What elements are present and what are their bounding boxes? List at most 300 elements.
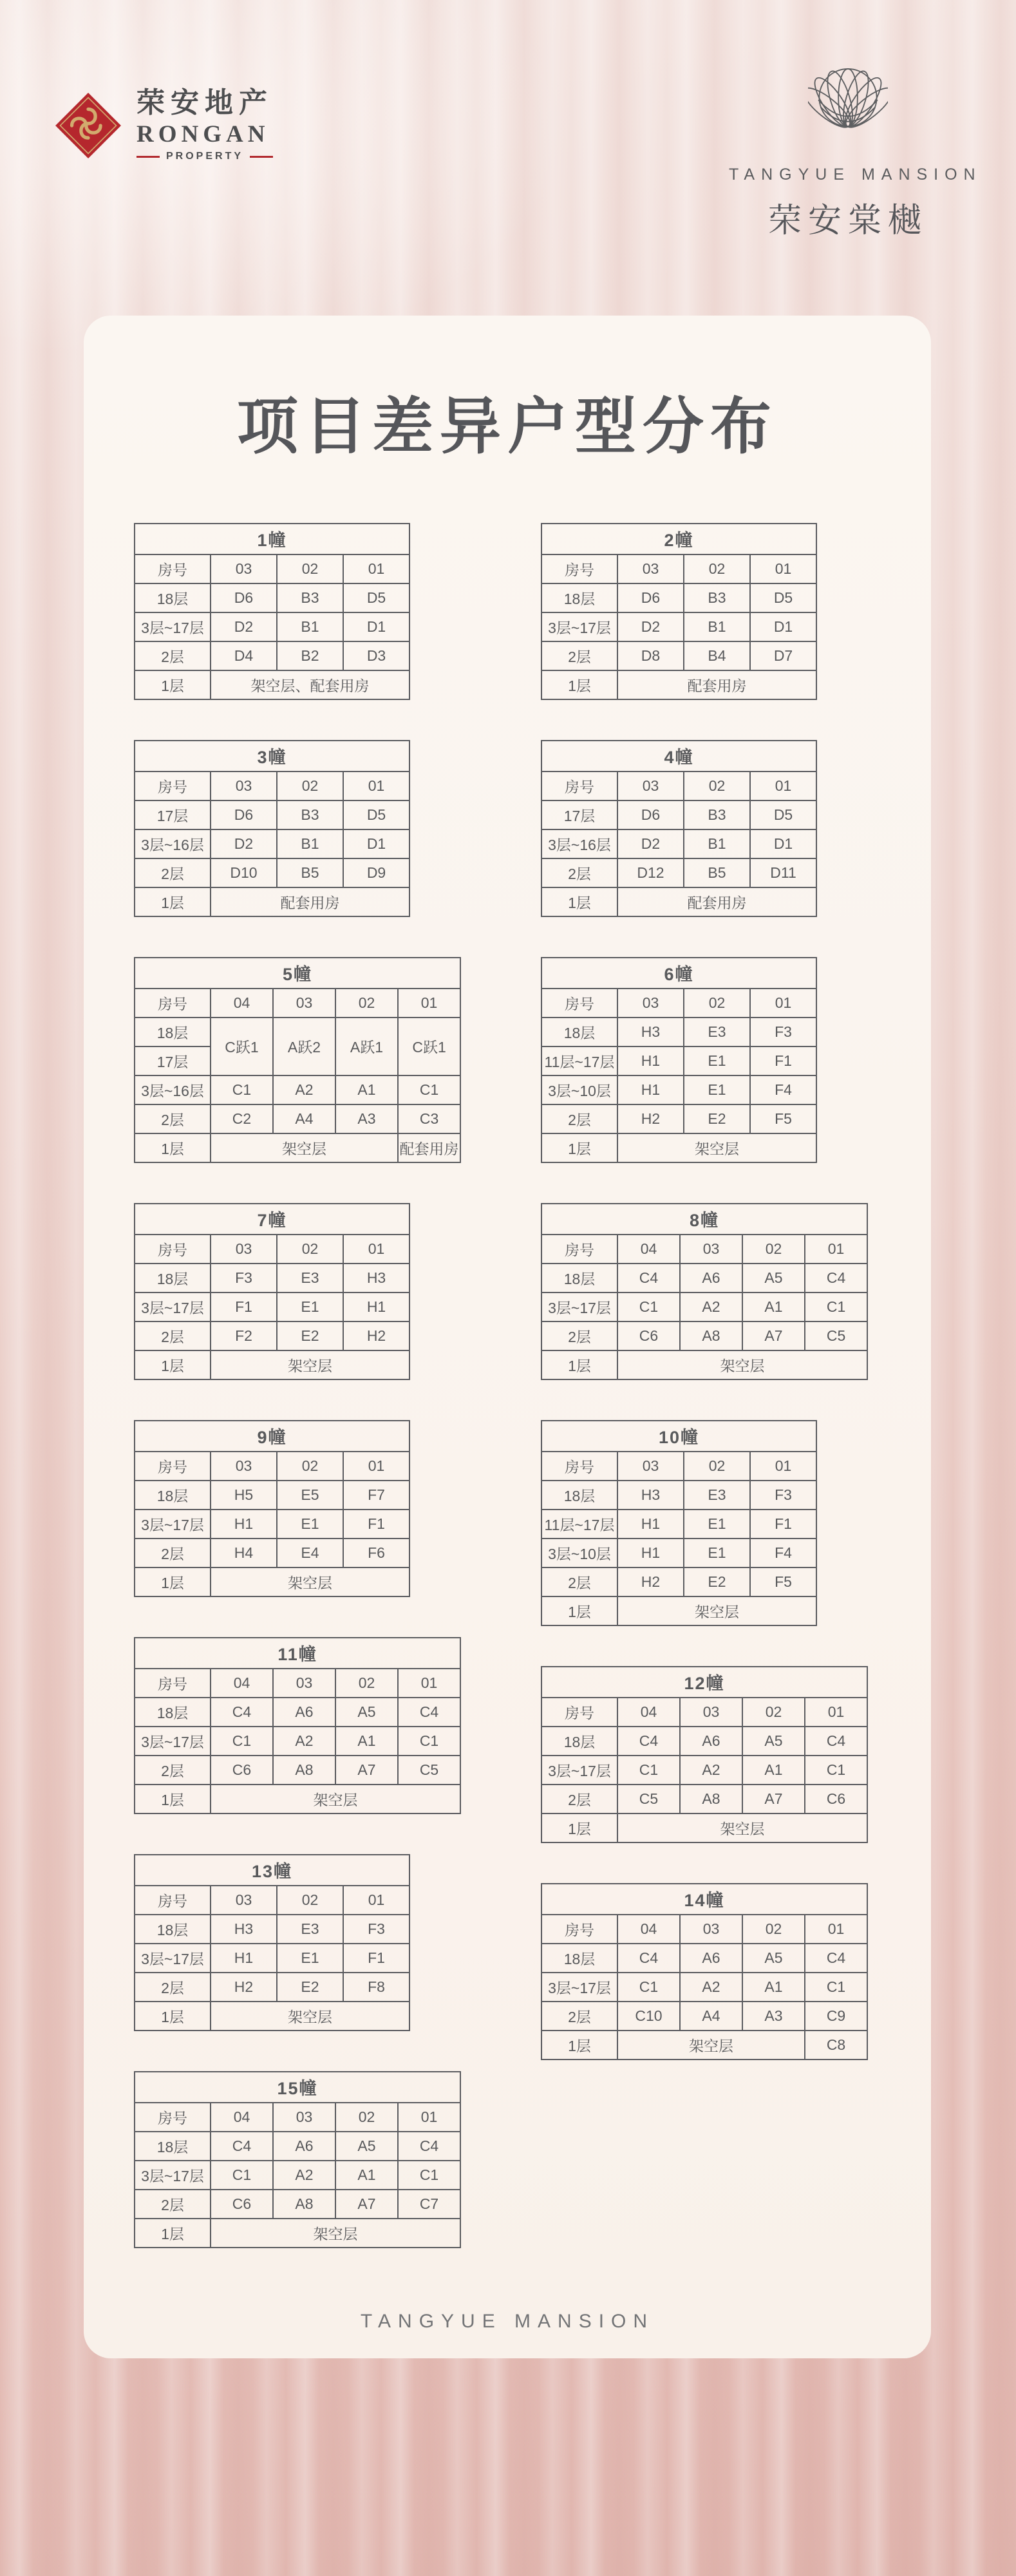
unit-cell: 配套用房: [617, 887, 816, 916]
room-number-header: 01: [805, 1235, 867, 1264]
floor-row: [135, 1944, 409, 1973]
unit-cell: C4: [398, 1698, 460, 1727]
floor-label: 18层: [135, 2132, 211, 2161]
unit-cell: D5: [343, 583, 409, 612]
floor-label: 1层: [135, 887, 211, 916]
unit-cell: C2: [211, 1104, 273, 1133]
unit-cell: A1: [742, 1756, 805, 1785]
room-header-row: [135, 1452, 409, 1481]
unit-cell: C1: [211, 1075, 273, 1104]
unit-cell: F1: [750, 1046, 816, 1075]
unit-cell: A4: [680, 2002, 742, 2031]
unit-cell: D5: [750, 583, 816, 612]
room-number-header: 02: [335, 1669, 398, 1698]
floor-row: [135, 829, 409, 858]
building-table-8幢: [541, 1203, 868, 1380]
floor-label: 18层: [541, 583, 617, 612]
unit-cell: C5: [617, 1785, 680, 1814]
floor-label: 18层: [541, 1264, 617, 1293]
unit-cell: 架空层: [617, 1350, 867, 1379]
building-title: 8幢: [541, 1204, 867, 1235]
tables-wrap: [134, 523, 881, 2248]
building-title: 14幢: [541, 1884, 867, 1915]
rongan-logo: [54, 89, 273, 162]
unit-cell: A2: [273, 2161, 335, 2190]
floor-label: 1层: [135, 1133, 211, 1162]
floor-label: 18层: [135, 1018, 211, 1046]
unit-cell: C1: [211, 2161, 273, 2190]
building-title: 11幢: [135, 1638, 460, 1669]
floor-row: [541, 670, 816, 699]
unit-cell: D1: [343, 829, 409, 858]
unit-cell: D7: [750, 641, 816, 670]
unit-cell: A1: [742, 1293, 805, 1321]
building-table-12幢: [541, 1666, 868, 1843]
unit-cell: E1: [277, 1293, 343, 1321]
unit-cell: B5: [684, 858, 750, 887]
floor-label: 18层: [541, 1481, 617, 1510]
unit-cell: E1: [684, 1046, 750, 1075]
floor-label: 2层: [541, 641, 617, 670]
floor-label: 11层~17层: [541, 1510, 617, 1539]
unit-cell: A7: [742, 1785, 805, 1814]
room-number-header: 02: [335, 2103, 398, 2132]
floor-row: [541, 641, 816, 670]
room-number-header: 03: [273, 1669, 335, 1698]
unit-cell: C1: [617, 1756, 680, 1785]
building-table-15幢: [134, 2071, 461, 2248]
floor-row: [541, 1104, 816, 1133]
unit-cell: B4: [684, 641, 750, 670]
room-header-row: [541, 1698, 867, 1727]
floor-row: [541, 1756, 867, 1785]
floor-row: [541, 1567, 816, 1596]
unit-cell: A5: [742, 1264, 805, 1293]
floor-label: 3层~17层: [135, 1944, 211, 1973]
unit-cell: C1: [617, 1973, 680, 2002]
red-line-left: [136, 156, 160, 158]
floor-row: [135, 1973, 409, 2002]
room-number-header: 02: [742, 1915, 805, 1944]
unit-cell: H4: [211, 1539, 277, 1567]
floor-row: [135, 583, 409, 612]
floor-label: 2层: [135, 1756, 211, 1785]
unit-cell: C4: [617, 1727, 680, 1756]
unit-cell: B3: [277, 583, 343, 612]
unit-cell: H1: [211, 1510, 277, 1539]
unit-cell: B1: [684, 612, 750, 641]
unit-cell: H1: [617, 1075, 684, 1104]
building-table-7幢: [134, 1203, 410, 1380]
floor-row: [135, 1727, 460, 1756]
unit-cell: F3: [343, 1915, 409, 1944]
unit-cell: C5: [398, 1756, 460, 1785]
unit-cell: E1: [684, 1510, 750, 1539]
building-title: 13幢: [135, 1855, 409, 1886]
unit-cell: 架空层: [617, 2031, 805, 2060]
room-number-header: 03: [211, 1452, 277, 1481]
room-header-row: [135, 989, 460, 1018]
floor-label: 2层: [135, 1104, 211, 1133]
unit-cell: D10: [211, 858, 277, 887]
floor-label: 1层: [541, 887, 617, 916]
room-number-header: 02: [277, 1886, 343, 1915]
floor-label: 2层: [135, 1539, 211, 1567]
room-header-label: 房号: [541, 989, 617, 1018]
unit-cell: C4: [805, 1944, 867, 1973]
floor-label: 18层: [541, 1944, 617, 1973]
unit-cell: D4: [211, 641, 277, 670]
room-header-row: [541, 1915, 867, 1944]
building-title: 6幢: [541, 958, 816, 989]
unit-cell: B1: [277, 829, 343, 858]
unit-cell: C4: [805, 1264, 867, 1293]
building-title: 2幢: [541, 524, 816, 554]
unit-cell: H1: [617, 1510, 684, 1539]
unit-cell: H1: [617, 1046, 684, 1075]
unit-cell: H3: [617, 1018, 684, 1046]
unit-cell: A7: [335, 2190, 398, 2219]
room-number-header: 01: [805, 1698, 867, 1727]
unit-cell: B2: [277, 641, 343, 670]
floor-row: [541, 1481, 816, 1510]
floor-label: 18层: [135, 1481, 211, 1510]
room-number-header: 04: [211, 2103, 273, 2132]
building-table-14幢: [541, 1883, 868, 2060]
tangyue-en: TANGYUE MANSION: [729, 166, 982, 184]
unit-cell: E3: [277, 1915, 343, 1944]
floor-row: [135, 1698, 460, 1727]
floor-row: [541, 1293, 867, 1321]
unit-cell: A1: [335, 2161, 398, 2190]
unit-cell: C1: [617, 1293, 680, 1321]
unit-cell: A6: [273, 1698, 335, 1727]
tables-column-left: [134, 523, 460, 2248]
room-number-header: 01: [398, 1669, 460, 1698]
room-number-header: 02: [277, 1452, 343, 1481]
unit-cell: A8: [680, 1785, 742, 1814]
floor-label: 3层~17层: [541, 1973, 617, 2002]
room-header-label: 房号: [135, 1452, 211, 1481]
red-line-right: [250, 156, 273, 158]
floor-row: [541, 1046, 816, 1075]
floor-label: 3层~10层: [541, 1539, 617, 1567]
unit-cell: E2: [684, 1567, 750, 1596]
unit-cell: A3: [335, 1104, 398, 1133]
floor-row: [135, 2161, 460, 2190]
unit-cell: C5: [805, 1321, 867, 1350]
room-header-label: 房号: [135, 1669, 211, 1698]
unit-cell: E1: [684, 1075, 750, 1104]
floor-row: [135, 1350, 409, 1379]
floor-label: 3层~17层: [135, 2161, 211, 2190]
unit-cell: C4: [398, 2132, 460, 2161]
building-title: 9幢: [135, 1421, 409, 1452]
unit-cell: A5: [335, 2132, 398, 2161]
unit-cell: C4: [805, 1727, 867, 1756]
floor-label: 3层~17层: [135, 1510, 211, 1539]
floor-label: 2层: [541, 1104, 617, 1133]
building-title: 1幢: [135, 524, 409, 554]
unit-cell: E4: [277, 1539, 343, 1567]
unit-cell: C10: [617, 2002, 680, 2031]
room-header-label: 房号: [541, 1452, 617, 1481]
floor-row: [135, 2190, 460, 2219]
lotus-emblem-icon: [808, 62, 888, 143]
unit-cell: H5: [211, 1481, 277, 1510]
floor-row: [135, 1915, 409, 1944]
floor-row: [541, 1075, 816, 1104]
room-header-label: 房号: [541, 1915, 617, 1944]
unit-cell: C9: [805, 2002, 867, 2031]
building-title: 10幢: [541, 1421, 816, 1452]
rongan-emblem-icon: [54, 91, 122, 160]
floor-row: [541, 1727, 867, 1756]
footer-wordmark: TANGYUE MANSION: [360, 2311, 655, 2332]
unit-cell: A2: [273, 1075, 335, 1104]
unit-cell: A1: [742, 1973, 805, 2002]
unit-cell: A2: [680, 1973, 742, 2002]
unit-cell: 架空层: [211, 1133, 398, 1162]
room-header-row: [541, 1235, 867, 1264]
floor-label: 3层~17层: [135, 612, 211, 641]
room-number-header: 02: [277, 1235, 343, 1264]
floor-label: 3层~10层: [541, 1075, 617, 1104]
floor-label: 3层~17层: [541, 1756, 617, 1785]
unit-cell: F4: [750, 1539, 816, 1567]
room-number-header: 02: [742, 1235, 805, 1264]
floor-label: 1层: [135, 2219, 211, 2248]
floor-row: [135, 2219, 460, 2248]
room-header-row: [541, 989, 816, 1018]
room-number-header: 02: [277, 554, 343, 583]
unit-cell: 架空层: [617, 1133, 816, 1162]
room-number-header: 03: [680, 1698, 742, 1727]
building-table-6幢: [541, 957, 817, 1163]
room-header-row: [135, 554, 409, 583]
unit-cell: D2: [617, 612, 684, 641]
floor-row: [541, 1785, 867, 1814]
floor-row: [135, 612, 409, 641]
unit-cell: D9: [343, 858, 409, 887]
unit-cell: C1: [398, 2161, 460, 2190]
rongan-en: RONGAN: [136, 121, 270, 147]
building-table-11幢: [134, 1637, 461, 1814]
floor-row: [541, 2002, 867, 2031]
rongan-sub-label: PROPERTY: [166, 151, 244, 162]
room-number-header: 03: [211, 1235, 277, 1264]
unit-cell: B5: [277, 858, 343, 887]
floor-label: 3层~17层: [135, 1293, 211, 1321]
unit-cell: D12: [617, 858, 684, 887]
floor-label: 1层: [541, 670, 617, 699]
unit-cell: D1: [750, 829, 816, 858]
floor-label: 2层: [135, 1321, 211, 1350]
floor-label: 1层: [541, 2031, 617, 2060]
building-table-3幢: [134, 740, 410, 917]
unit-cell: D11: [750, 858, 816, 887]
floor-label: 17层: [135, 800, 211, 829]
unit-cell: F3: [750, 1481, 816, 1510]
floor-row: [135, 641, 409, 670]
room-number-header: 03: [211, 1886, 277, 1915]
room-number-header: 02: [335, 989, 398, 1018]
floor-row: [541, 1973, 867, 2002]
floor-row: [135, 1481, 409, 1510]
building-title: 7幢: [135, 1204, 409, 1235]
building-table-2幢: [541, 523, 817, 700]
unit-cell: A6: [680, 1264, 742, 1293]
unit-cell: A5: [742, 1727, 805, 1756]
unit-cell: C跃1: [398, 1018, 460, 1075]
floor-label: 17层: [135, 1046, 211, 1075]
unit-cell: A3: [742, 2002, 805, 2031]
unit-cell: D1: [343, 612, 409, 641]
room-header-row: [135, 772, 409, 800]
room-number-header: 01: [398, 989, 460, 1018]
unit-cell: B1: [277, 612, 343, 641]
room-number-header: 01: [343, 1886, 409, 1915]
room-number-header: 01: [750, 1452, 816, 1481]
unit-cell: H3: [343, 1264, 409, 1293]
room-number-header: 01: [343, 554, 409, 583]
unit-cell: A2: [680, 1756, 742, 1785]
unit-cell: 架空层: [617, 1814, 867, 1842]
unit-cell: A7: [742, 1321, 805, 1350]
room-number-header: 02: [277, 772, 343, 800]
floor-label: 3层~17层: [135, 1727, 211, 1756]
room-number-header: 02: [684, 1452, 750, 1481]
unit-cell: E2: [277, 1321, 343, 1350]
room-header-label: 房号: [541, 554, 617, 583]
unit-cell: E1: [684, 1539, 750, 1567]
floor-label: 2层: [135, 2190, 211, 2219]
unit-cell: C6: [617, 1321, 680, 1350]
building-title: 5幢: [135, 958, 460, 989]
unit-cell: H2: [343, 1321, 409, 1350]
unit-cell: D2: [617, 829, 684, 858]
building-table-5幢: [134, 957, 461, 1163]
room-header-row: [135, 2103, 460, 2132]
room-number-header: 04: [617, 1698, 680, 1727]
room-header-row: [541, 772, 816, 800]
building-table-13幢: [134, 1854, 410, 2031]
room-number-header: 03: [617, 772, 684, 800]
floor-label: 2层: [135, 641, 211, 670]
floor-label: 1层: [541, 1133, 617, 1162]
room-number-header: 02: [684, 554, 750, 583]
unit-cell: H1: [211, 1944, 277, 1973]
unit-cell: C6: [211, 1756, 273, 1785]
floor-label: 3层~16层: [541, 829, 617, 858]
floor-label: 2层: [135, 1973, 211, 2002]
floor-row: [135, 2002, 409, 2031]
unit-cell: F1: [343, 1510, 409, 1539]
unit-cell: C1: [805, 1293, 867, 1321]
floor-label: 18层: [135, 1698, 211, 1727]
unit-cell: D2: [211, 612, 277, 641]
floor-row: [135, 1018, 460, 1046]
unit-cell: 配套用房: [617, 670, 816, 699]
card-inner: [84, 316, 931, 2248]
unit-cell: B1: [684, 829, 750, 858]
unit-cell: B3: [277, 800, 343, 829]
unit-cell: C4: [211, 2132, 273, 2161]
floor-label: 18层: [135, 1915, 211, 1944]
room-header-label: 房号: [541, 1235, 617, 1264]
room-header-label: 房号: [135, 2103, 211, 2132]
unit-cell: B3: [684, 800, 750, 829]
room-number-header: 04: [617, 1235, 680, 1264]
floor-row: [541, 1018, 816, 1046]
floor-row: [541, 829, 816, 858]
unit-cell: F6: [343, 1539, 409, 1567]
floor-row: [135, 858, 409, 887]
floor-row: [541, 1350, 867, 1379]
unit-cell: D6: [211, 800, 277, 829]
room-header-row: [135, 1235, 409, 1264]
room-number-header: 02: [684, 989, 750, 1018]
floor-row: [541, 1133, 816, 1162]
unit-cell: H2: [617, 1567, 684, 1596]
unit-cell: H1: [343, 1293, 409, 1321]
floor-row: [541, 583, 816, 612]
unit-cell: 架空层: [617, 1596, 816, 1625]
floor-row: [135, 1785, 460, 1814]
room-number-header: 01: [343, 1452, 409, 1481]
room-number-header: 03: [680, 1235, 742, 1264]
floor-label: 3层~17层: [541, 612, 617, 641]
building-title: 4幢: [541, 741, 816, 772]
rongan-logo-text: [136, 89, 273, 162]
floor-label: 1层: [135, 670, 211, 699]
unit-cell: C4: [617, 1264, 680, 1293]
floor-label: 1层: [541, 1596, 617, 1625]
unit-cell: D6: [617, 583, 684, 612]
unit-cell: E2: [277, 1973, 343, 2002]
unit-cell: C1: [805, 1756, 867, 1785]
room-number-header: 03: [617, 1452, 684, 1481]
unit-cell: A7: [335, 1756, 398, 1785]
room-header-row: [541, 1452, 816, 1481]
unit-cell: E3: [684, 1481, 750, 1510]
unit-cell: A跃2: [273, 1018, 335, 1075]
room-header-label: 房号: [541, 772, 617, 800]
floor-row: [135, 2132, 460, 2161]
room-number-header: 03: [211, 772, 277, 800]
building-table-10幢: [541, 1420, 817, 1626]
unit-cell: D6: [617, 800, 684, 829]
floor-label: 1层: [135, 1350, 211, 1379]
unit-cell: H2: [617, 1104, 684, 1133]
room-number-header: 04: [211, 1669, 273, 1698]
floor-label: 18层: [135, 583, 211, 612]
unit-cell: E3: [277, 1264, 343, 1293]
unit-cell: H3: [617, 1481, 684, 1510]
floor-row: [541, 2031, 867, 2060]
floor-row: [541, 612, 816, 641]
unit-cell: 配套用房: [398, 1133, 460, 1162]
floor-row: [135, 800, 409, 829]
unit-cell: A6: [680, 1944, 742, 1973]
unit-cell: D3: [343, 641, 409, 670]
unit-cell: F5: [750, 1567, 816, 1596]
unit-cell: D2: [211, 829, 277, 858]
unit-cell: 架空层: [211, 1785, 460, 1814]
unit-cell: C跃1: [211, 1018, 273, 1075]
unit-cell: A4: [273, 1104, 335, 1133]
room-number-header: 04: [617, 1915, 680, 1944]
